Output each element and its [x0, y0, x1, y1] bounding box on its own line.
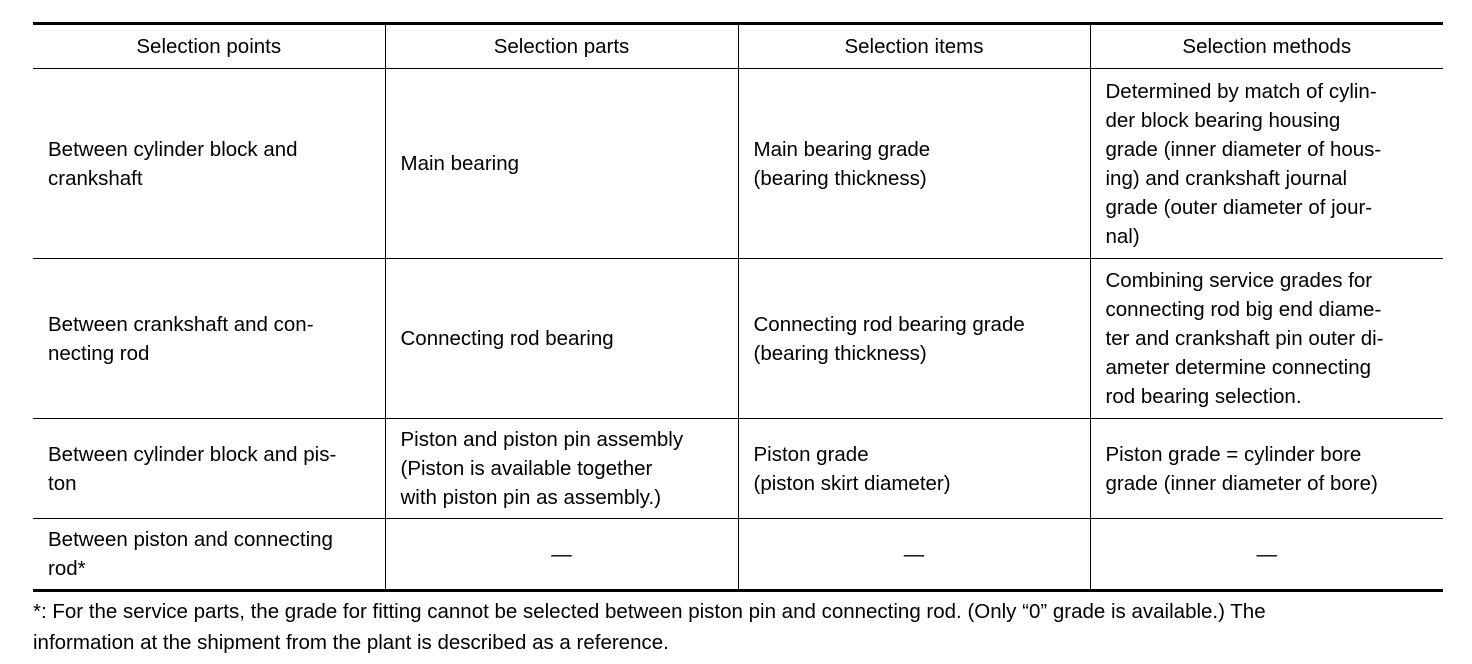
cell-selection-point: Between cylinder block and pis- ton: [33, 419, 385, 519]
table-row: [33, 259, 1443, 419]
cell-selection-point: Between cylinder block and crankshaft: [33, 69, 385, 259]
table-row: [33, 519, 1443, 591]
header-selection-parts: Selection parts: [385, 24, 738, 69]
header-selection-points: Selection points: [33, 24, 385, 69]
cell-selection-point: Between piston and connecting rod*: [33, 519, 385, 591]
cell-selection-part: Connecting rod bearing: [385, 259, 738, 419]
table-row: [33, 419, 1443, 519]
header-selection-methods: Selection methods: [1090, 24, 1443, 69]
cell-selection-part: Piston and piston pin assembly (Piston is available together with piston pin as assembly.): [385, 419, 738, 519]
cell-selection-method: Determined by match of cylin- der block bearing housing grade (inner diameter of hous- ing) and crankshaft journal grade (outer diameter of jour- nal): [1090, 69, 1443, 259]
cell-selection-method: Piston grade = cylinder bore grade (inner diameter of bore): [1090, 419, 1443, 519]
table-header-row: [33, 24, 1443, 69]
cell-selection-item: —: [738, 519, 1090, 591]
table-row: [33, 69, 1443, 259]
selection-table-container: [33, 22, 1443, 592]
cell-selection-part: —: [385, 519, 738, 591]
cell-selection-method: —: [1090, 519, 1443, 591]
header-selection-items: Selection items: [738, 24, 1090, 69]
selection-table: [33, 22, 1443, 592]
footnote: *: For the service parts, the grade for fitting cannot be selected between piston pin and connecting rod. (Only “0” grade is available.) The information at the shipment from the plant is described as a reference.: [33, 600, 1266, 654]
cell-selection-point: Between crankshaft and con- necting rod: [33, 259, 385, 419]
cell-selection-item: Piston grade (piston skirt diameter): [738, 419, 1090, 519]
cell-selection-item: Connecting rod bearing grade (bearing thickness): [738, 259, 1090, 419]
cell-selection-part: Main bearing: [385, 69, 738, 259]
cell-selection-item: Main bearing grade (bearing thickness): [738, 69, 1090, 259]
cell-selection-method: Combining service grades for connecting rod big end diame- ter and crankshaft pin outer di- ameter determine connecting rod bearing selection.: [1090, 259, 1443, 419]
